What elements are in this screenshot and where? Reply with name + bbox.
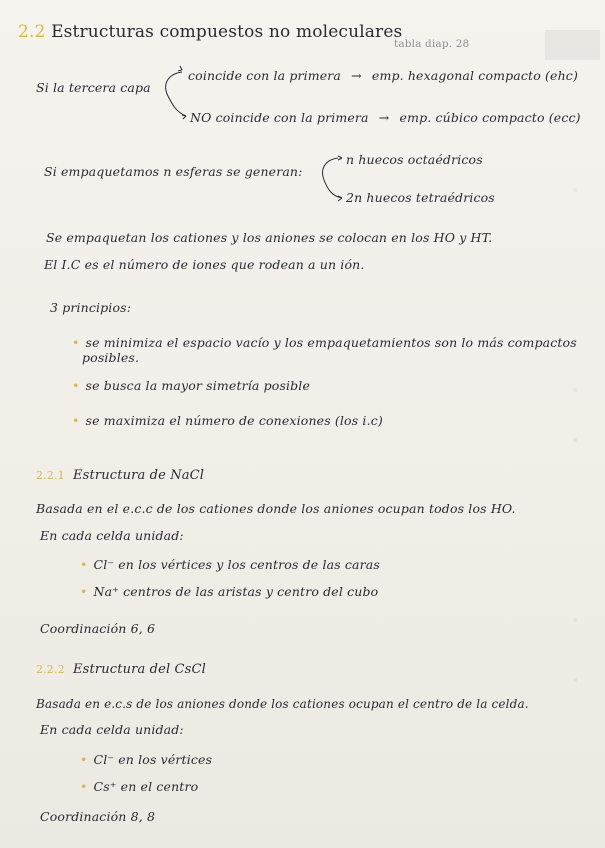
cscl-cell-label: En cada celda unidad:	[40, 722, 184, 737]
principio-item-1-text: se minimiza el espacio vacío y los empaquetamientos son lo más compactos	[85, 335, 577, 350]
nacl-title: Estructura de NaCl	[73, 468, 205, 483]
section-heading	[18, 22, 402, 42]
capa-option-1	[188, 68, 578, 83]
nacl-heading	[36, 468, 204, 483]
capa-result-1: emp. hexagonal compacto (ehc)	[371, 68, 578, 83]
bullet-icon: •	[80, 557, 88, 572]
pencil-note: tabla diap. 28	[394, 38, 470, 50]
cscl-number: 2.2.2	[36, 663, 65, 676]
nacl-cell-label: En cada celda unidad:	[40, 528, 184, 543]
capa-result-2: emp. cúbico compacto (ecc)	[399, 110, 581, 125]
cscl-heading	[36, 662, 206, 677]
esferas-option-1: n huecos octaédricos	[346, 152, 483, 167]
section-number: 2.2	[18, 22, 46, 42]
esferas-lead: Si empaquetamos n esferas se generan:	[44, 164, 303, 179]
bullet-icon: •	[80, 584, 88, 599]
nacl-coordination: Coordinación 6, 6	[40, 621, 156, 636]
nacl-number: 2.2.1	[36, 469, 65, 482]
nacl-item-2-text: Na⁺ centros de las aristas y centro del cubo	[93, 584, 379, 599]
cscl-title: Estructura del CsCl	[73, 662, 206, 677]
capa-lead: Si la tercera capa	[36, 80, 151, 95]
capa-option-2-text: NO coincide con la primera	[190, 110, 369, 125]
principio-item-3-text: se maximiza el número de conexiones (los i.c)	[85, 413, 383, 428]
principios-title: 3 principios:	[50, 300, 132, 315]
capa-option-1-text: coincide con la primera	[188, 68, 342, 83]
nacl-item-2	[80, 584, 378, 599]
cscl-item-1-text: Cl⁻ en los vértices	[93, 752, 213, 767]
capa-option-2	[190, 110, 581, 125]
cscl-item-1	[80, 752, 212, 767]
bullet-icon: •	[80, 752, 88, 767]
bullet-icon: •	[80, 779, 88, 794]
nacl-item-1	[80, 557, 380, 572]
arrow-icon: →	[351, 68, 362, 83]
cscl-coordination: Coordinación 8, 8	[40, 809, 156, 824]
arrow-icon: →	[378, 110, 390, 125]
cscl-item-2	[80, 779, 198, 794]
bullet-icon: •	[72, 378, 80, 393]
bullet-icon: •	[72, 335, 80, 350]
principio-item-2-text: se busca la mayor simetría posible	[85, 378, 310, 393]
esferas-option-2: 2n huecos tetraédricos	[346, 190, 495, 205]
section-title: Estructuras compuestos no moleculares	[51, 22, 403, 42]
principio-item-2	[72, 378, 310, 393]
show-through-marks	[525, 0, 605, 848]
text-line-2: El I.C es el número de iones que rodean a un ión.	[44, 257, 365, 272]
nacl-description: Basada en el e.c.c de los cationes donde los aniones ocupan todos los HO.	[36, 501, 516, 516]
cscl-item-2-text: Cs⁺ en el centro	[93, 779, 199, 794]
cscl-description: Basada en e.c.s de los aniones donde los cationes ocupan el centro de la celda.	[36, 697, 529, 711]
principio-item-1-cont: posibles.	[82, 350, 140, 365]
bullet-icon: •	[72, 413, 80, 428]
text-line-1: Se empaquetan los cationes y los aniones se colocan en los HO y HT.	[46, 230, 493, 245]
principio-item-1	[72, 335, 577, 350]
nacl-item-1-text: Cl⁻ en los vértices y los centros de las caras	[93, 557, 380, 572]
principio-item-3	[72, 413, 383, 428]
